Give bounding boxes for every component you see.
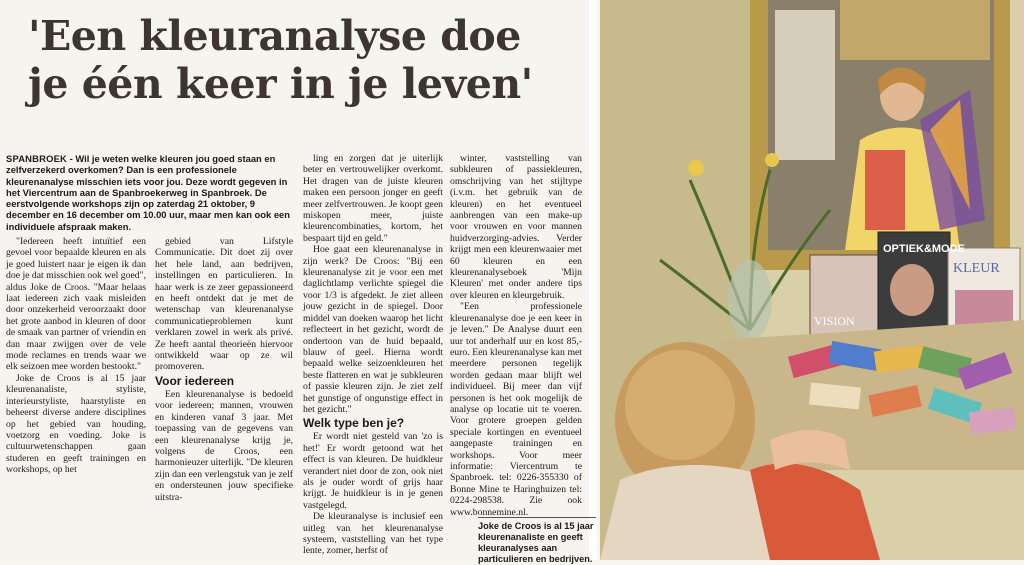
article-lead bbox=[6, 153, 296, 232]
subheading: Voor iedereen bbox=[155, 373, 235, 388]
paragraph: De kleuranalyse is inclusief een uitleg van het kleurenanalyse systeem, vaststelling van het type lente, zomer, herfst of bbox=[303, 511, 443, 557]
paragraph: ling en zorgen dat je uiterlijk beter en vertrouwelijker overkomt. Het dragen van de juiste kleuren maken een persoon jonger en geeft meer zelfvertrouwen. Je koopt geen miskopen meer, juiste kleurencombinaties, kortom, het bespaart tijd en geld." bbox=[303, 153, 443, 244]
paragraph: Joke de Croos is al 15 jaar kleurenanaliste, styliste, interieurstyliste, haarstyliste en beheerst diverse andere disciplines op het gebied van houding, voetzorg en voeding. Joke is cultuurwetenschappen gaan studeren en geeft trainingen en workshops, op het bbox=[6, 372, 146, 476]
paragraph: Er wordt niet gesteld van 'zo is het!' Er wordt getoond wat het effect is van kleuren. De huidkleur verandert niet door de zon, ook niet als je ouder wordt of grijs haar krijgt. Je huidkleur is in je genen vastgelegd. bbox=[303, 431, 443, 511]
article-headline: 'Een kleuranalyse doe je één keer in je leven' bbox=[28, 12, 533, 108]
article-photo bbox=[600, 0, 1024, 560]
page-gutter bbox=[589, 0, 597, 560]
photo-caption: Joke de Croos is al 15 jaar kleurenanaliste en geeft kleuranalyses aan particulieren en bedrijven. bbox=[478, 517, 596, 565]
subheading: Welk type ben je? bbox=[303, 416, 405, 431]
article-dateline: SPANBROEK bbox=[6, 153, 68, 164]
article-column-2 bbox=[155, 236, 293, 503]
paragraph: Een kleurenanalyse is bedoeld voor iedereen; mannen, vrouwen en kinderen vanaf 3 jaar. Met toepassing van de gegevens van een kleurenanalyse krijg je, volgens de Croos, een harmonieuzer uiterlijk. "De kleuren zijn dan een verlengstuk van je zelf en ondersteunen jouw specifieke uitstra- bbox=[155, 388, 293, 503]
paragraph: Hoe gaat een kleurenanalyse in zijn werk? De Croos: "Bij een kleurenanalyse zit je voor een met daglichtlamp verlichte spiegel die voor 1/3 is afgedekt. Je ziet alleen jouw gezicht in de spiegel. Door middel van doeken waarop het licht reflecteert in het gezicht, wordt de ondertoon van de huid bepaald, blauw of geel. Hierna wordt bepaald welke seizoenkleuren het beste flatteren en wat je subkleuren of passie kleuren zijn. Je ziet zelf het gunstige of ongunstige effect in het gezicht." bbox=[303, 244, 443, 415]
magazine-title: VISION bbox=[814, 314, 855, 328]
article-column-3 bbox=[303, 153, 443, 557]
paragraph: "Een professionele kleurenanalyse doe je een keer in je leven." De Analyse duurt een uur tot anderhalf uur en kost 85,- euro. Een kleurenanalyse kan met meerdere personen tegelijk worden gedaan maar blijft wel individueel. Bij meer dan vijf personen is het ook mogelijk de analyse op locatie uit te voeren. Voor grotere groepen gelden speciale kortingen en eventueel aangepaste trainingen en workshops. Voor meer informatie: Viercentrum te Spanbroek. tel: 0226-355330 of Bonne Mine te Haringhuizen tel: 0224-298538. Zie ook www.bonnemine.nl. bbox=[450, 301, 582, 518]
photo-illustration bbox=[600, 0, 1024, 560]
paragraph: gebied van Lifstyle Communicatie. Dit doet zij over het hele land, aan bedrijven, instellingen en particulieren. In haar werk is ze zeer gepassioneerd en heeft ontdekt dat je met de wetenschap van kleurenanalyse communicatieproblemen kunt verklaren zowel in werk als privé. Ze heeft aantal theorieën hiervoor ontwikkeld waar op ze wil promoveren. bbox=[155, 236, 293, 373]
magazine-title: KLEUR bbox=[953, 261, 1000, 276]
magazine-title: OPTIEK&MODE bbox=[883, 243, 965, 255]
paragraph: winter, vaststelling van subkleuren of passiekleuren, omschrijving van het stijltype (i.v.m. het gebruik van de kleuren) en het eventueel aanbrengen van een make-up voor vrouwen en voor mannen huidverzorging-advies. Verder krijgt men een kleurenwaaier met 60 kleuren en een kleurenanalyseboek 'Mijn Kleuren' met onder andere tips over kleuren en kleurgebruik. bbox=[450, 153, 582, 301]
paragraph: "Iedereen heeft intuïtief een gevoel voor bepaalde kleuren en als je goed luistert naar je eigen ik dan doe je dat misschien ook wel goed", aldus Joke de Croos. "Maar helaas laat iedereen zich vaak misleiden door onzekerheid veroorzaakt door het grote aanbod in kleuren of door de smaak van partner of vriendin en dan maar zwijgen over de vele mode reclames en trends waar we elk seizoen mee worden bestookt." bbox=[6, 236, 146, 373]
lead-text: - Wil je weten welke kleuren jou goed staan en zelfverzekerd overkomen? Dan is een professionele kleurenanalyse misschien iets voor jou. Deze wordt gegeven in het Viercentrum aan de Spanbroekerweg in Spanbroek. De eerstvolgende workshops zijn op zaterdag 21 oktober, 9 december en 16 december om 10.00 uur, maar men kan ook een individuele afspraak maken. bbox=[6, 153, 290, 232]
article-column-4 bbox=[450, 153, 582, 518]
article-column-1 bbox=[6, 236, 146, 476]
